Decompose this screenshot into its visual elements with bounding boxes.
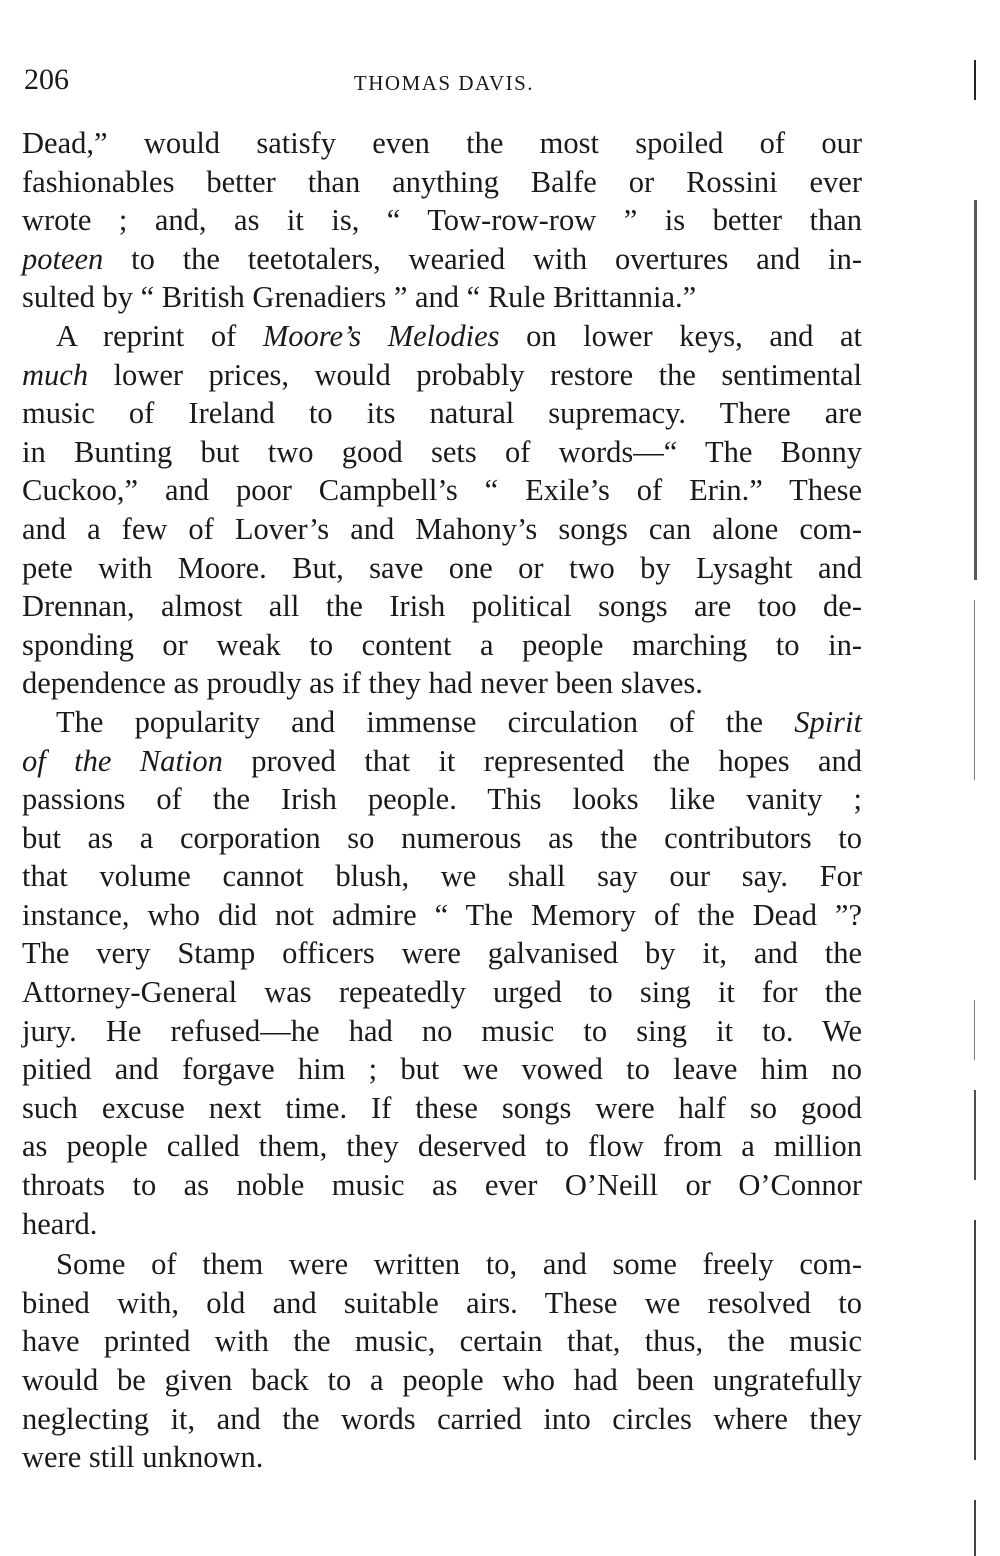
text-line: Cuckoo,” and poor Campbell’s “ Exile’s of Erin.” These xyxy=(22,473,862,508)
text-line: much lower prices, would probably restore the sentimental xyxy=(22,357,862,392)
italic-text: of the Nation xyxy=(22,743,223,778)
text-line: fashionables better than anything Balfe or Rossini ever xyxy=(22,164,862,199)
text-line: sulted by “ British Grenadiers ” and “ Rule Brittannia.” xyxy=(22,280,697,315)
text-line: heard. xyxy=(22,1206,98,1241)
text-line: dependence as proudly as if they had never been slaves. xyxy=(22,666,703,701)
text-line: and a few of Lover’s and Mahony’s songs can alone com- xyxy=(22,511,862,546)
paragraph-3 xyxy=(22,703,862,1243)
paragraph-2 xyxy=(22,317,862,703)
text-line: music of Ireland to its natural supremacy. There are xyxy=(22,396,862,431)
text-line: in Bunting but two good sets of words—“ The Bonny xyxy=(22,434,862,469)
text-line: as people called them, they deserved to flow from a million xyxy=(22,1129,862,1164)
paragraph-1 xyxy=(22,124,862,317)
text-line: would be given back to a people who had been ungratefully xyxy=(22,1363,862,1397)
text-line: The very Stamp officers were galvanised by it, and the xyxy=(22,936,862,971)
italic-text: poteen xyxy=(22,241,104,276)
text-line: sponding or weak to content a people marching to in- xyxy=(22,627,862,662)
running-title: THOMAS DAVIS. xyxy=(353,71,535,95)
text-line: poteen to the teetotalers, wearied with overtures and in- xyxy=(22,241,862,276)
page-number: 206 xyxy=(24,63,69,96)
text-line: Attorney-General was repeatedly urged to sing it for the xyxy=(22,975,862,1010)
italic-text: Spirit xyxy=(794,704,862,739)
running-header xyxy=(24,62,864,102)
text-line: wrote ; and, as it is, “ Tow-row-row ” is better than xyxy=(22,203,862,238)
paragraph-4 xyxy=(22,1245,862,1477)
binding-edge xyxy=(968,0,982,1556)
italic-text: Moore’s Melodies xyxy=(262,318,500,353)
text-line: pete with Moore. But, save one or two by Lysaght and xyxy=(22,550,862,585)
text-line: Drennan, almost all the Irish political songs are too de- xyxy=(22,589,862,624)
text-line: instance, who did not admire “ The Memory of the Dead ”? xyxy=(22,897,862,932)
text-line: but as a corporation so numerous as the contributors to xyxy=(22,820,862,855)
text-line: Dead,” would satisfy even the most spoiled of our xyxy=(22,126,862,160)
text-line: have printed with the music, certain that, thus, the music xyxy=(22,1324,862,1359)
text-line: of the Nation proved that it represented the hopes and xyxy=(22,743,862,778)
text-line: A reprint of Moore’s Melodies on lower keys, and at xyxy=(56,318,862,353)
text-line: Some of them were written to, and some freely com- xyxy=(56,1247,862,1282)
text-line: neglecting it, and the words carried into circles where they xyxy=(22,1401,862,1436)
text-line: that volume cannot blush, we shall say our say. For xyxy=(22,859,862,894)
text-line: such excuse next time. If these songs were half so good xyxy=(22,1090,862,1125)
text-line: pitied and forgave him ; but we vowed to leave him no xyxy=(22,1052,862,1087)
text-line: were still unknown. xyxy=(22,1440,264,1475)
italic-text: much xyxy=(22,357,89,392)
text-line: jury. He refused—he had no music to sing it to. We xyxy=(22,1013,862,1048)
text-line: The popularity and immense circulation of the Spirit xyxy=(56,704,862,739)
text-line: passions of the Irish people. This looks like vanity ; xyxy=(22,782,862,817)
text-line: bined with, old and suitable airs. These we resolved to xyxy=(22,1285,862,1320)
text-line: throats to as noble music as ever O’Neill or O’Connor xyxy=(22,1168,862,1203)
body-text xyxy=(22,124,862,1477)
